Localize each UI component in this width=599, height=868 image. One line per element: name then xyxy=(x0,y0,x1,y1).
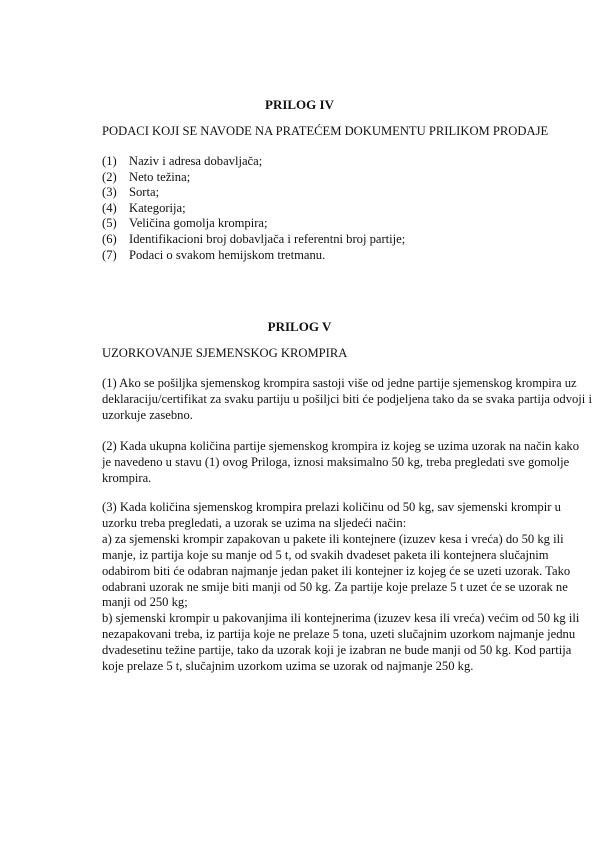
paragraph-line: uzorkuje zasebno. xyxy=(102,407,193,422)
paragraph-1 xyxy=(102,376,592,424)
list-item xyxy=(102,216,405,232)
item-number: (7) xyxy=(102,247,117,262)
paragraph-line: manje, iz partija koje su manje od 5 t, od svakih dvadeset paketa ili kontejnera slučajnim xyxy=(102,547,549,562)
list-item xyxy=(102,154,405,170)
item-number: (6) xyxy=(102,231,117,246)
item-text: Neto težina; xyxy=(129,169,191,184)
paragraph-line: b) sjemenski krompir u pakovanjima ili kontejnerima (izuzev kesa ili vreća) većim od 50 kg ili xyxy=(102,611,580,626)
item-text: Podaci o svakom hemijskom tretmanu. xyxy=(129,247,326,262)
annex-5-heading: UZORKOVANJE SJEMENSKOG KROMPIRA xyxy=(102,346,348,360)
item-text: Veličina gomolja krompira; xyxy=(129,216,268,231)
paragraph-line: odabirom biti će odabran najmanje jedan paket ili kontejner iz kojeg će se uzeti uzorak. Tako xyxy=(102,563,571,578)
item-text: Naziv i adresa dobavljača; xyxy=(129,154,263,168)
paragraph-line: koje prelaze 5 t, slučajnim uzorkom uzima se uzorak od najmanje 250 kg. xyxy=(102,659,474,674)
list-item xyxy=(102,201,405,217)
paragraph-line: (2) Kada ukupna količina partije sjemenskog krompira iz kojeg se uzima uzorak na način kako xyxy=(102,439,580,453)
annex-5-title: PRILOG V xyxy=(267,319,332,334)
paragraph-2 xyxy=(102,439,580,487)
paragraph-line: manji od 250 kg; xyxy=(102,595,188,610)
item-text: Sorta; xyxy=(129,185,160,200)
item-text: Kategorija; xyxy=(129,200,186,215)
paragraph-line: nezapakovani treba, iz partija koje ne prelaze 5 tona, uzeti slučajnim uzorkom najmanje jednu xyxy=(102,627,576,642)
list-item xyxy=(102,232,405,248)
annex-4-item-list xyxy=(102,154,405,263)
paragraph-line: odabrani uzorak ne smije biti manji od 50 kg. Za partije koje prelaze 5 t uzet će se uzorak ne xyxy=(102,579,568,594)
item-text: Identifikacioni broj dobavljača i referentni broj partije; xyxy=(129,231,406,246)
item-number: (2) xyxy=(102,169,117,184)
paragraph-line: krompira. xyxy=(102,470,152,485)
item-number: (1) xyxy=(102,154,117,168)
paragraph-line: a) za sjemenski krompir zapakovan u pakete ili kontejnere (izuzev kesa i vreća) do 50 kg ili xyxy=(102,531,564,546)
item-number: (5) xyxy=(102,216,117,231)
paragraph-line: deklaraciju/certifikat za svaku partiju u pošiljci biti će podjeljena tako da se svaka partija odvoji i xyxy=(102,391,592,406)
paragraph-line: (1) Ako se pošiljka sjemenskog krompira sastoji više od jedne partije sjemenskog krompira uz xyxy=(102,376,577,390)
list-item xyxy=(102,248,405,264)
paragraph-line: dvadesetinu težine partije, tako da uzorak koji je izabran ne bude manji od 50 kg. Kod partija xyxy=(102,643,572,658)
paragraph-line: uzorku treba pregledati, a uzorak se uzima na sljedeći način: xyxy=(102,515,407,530)
annex-4-title: PRILOG IV xyxy=(265,97,334,112)
paragraph-3 xyxy=(102,500,580,675)
item-number: (4) xyxy=(102,200,117,215)
list-item xyxy=(102,170,405,186)
annex-4-heading: PODACI KOJI SE NAVODE NA PRATEĆEM DOKUMENTU PRILIKOM PRODAJE xyxy=(102,124,549,138)
list-item xyxy=(102,185,405,201)
item-number: (3) xyxy=(102,185,117,200)
paragraph-line: (3) Kada količina sjemenskog krompira prelazi količinu od 50 kg, sav sjemenski krompir u xyxy=(102,500,561,514)
paragraph-line: je navedeno u stavu (1) ovog Priloga, iznosi maksimalno 50 kg, treba pregledati sve gomolje xyxy=(102,454,570,469)
